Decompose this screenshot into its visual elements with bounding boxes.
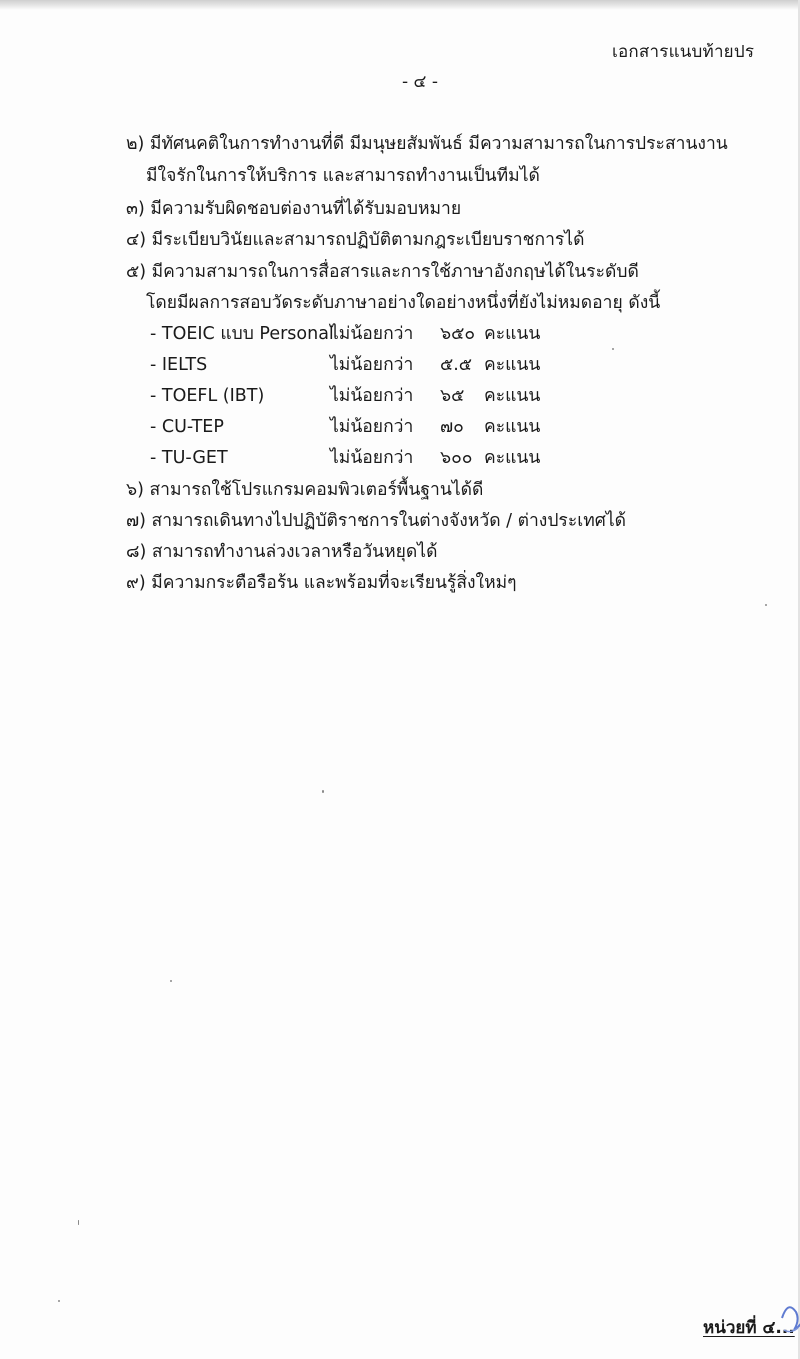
list-item-6: ๖) สามารถใช้โปรแกรมคอมพิวเตอร์พื้นฐานได้ดี: [126, 480, 484, 500]
scan-speck: [322, 790, 324, 793]
minimum-label: ไม่น้อยกว่า: [330, 417, 414, 437]
list-item-5: ๕) มีความสามารถในการสื่อสารและการใช้ภาษาอังกฤษได้ในระดับดี: [126, 262, 639, 282]
list-item-4: ๔) มีระเบียบวินัยและสามารถปฏิบัติตามกฎระเบียบราชการได้: [126, 230, 585, 250]
score-value: ๕.๕: [440, 355, 473, 375]
minimum-label: ไม่น้อยกว่า: [330, 386, 414, 406]
scan-edge-top: [0, 0, 800, 10]
score-unit: คะแนน: [484, 324, 541, 344]
score-value: ๖๕: [440, 386, 465, 406]
page-number: - ๔ -: [402, 72, 438, 92]
score-value: ๖๐๐: [440, 448, 473, 468]
test-name: - TU-GET: [150, 448, 228, 468]
list-item-9: ๙) มีความกระตือรือร้น และพร้อมที่จะเรียนรู้สิ่งใหม่ๆ: [126, 573, 517, 593]
initials-mark-icon: [780, 1290, 800, 1350]
score-value: ๖๕๐: [440, 324, 476, 344]
score-row-toeic: [150, 322, 580, 346]
list-item-3: ๓) มีความรับผิดชอบต่องานที่ได้รับมอบหมาย: [126, 199, 462, 219]
list-item-5-continued: โดยมีผลการสอบวัดระดับภาษาอย่างใดอย่างหนึ่งที่ยังไม่หมดอายุ ดังนี้: [146, 293, 661, 313]
test-name: - IELTS: [150, 355, 208, 375]
next-page-continuation: หน่วยที่ ๔...: [703, 1318, 795, 1338]
score-unit: คะแนน: [484, 355, 541, 375]
score-unit: คะแนน: [484, 386, 541, 406]
score-row-cu-tep: [150, 415, 580, 439]
list-item-8: ๘) สามารถทำงานล่วงเวลาหรือวันหยุดได้: [126, 542, 438, 562]
list-item-2: ๒) มีทัศนคติในการทำงานที่ดี มีมนุษยสัมพันธ์ มีความสามารถในการประสานงาน: [126, 134, 728, 154]
scan-speck: [58, 1300, 60, 1302]
test-name: - CU-TEP: [150, 417, 224, 437]
list-item-2-continued: มีใจรักในการให้บริการ และสามารถทำงานเป็นทีมได้: [146, 166, 540, 186]
test-name: - TOEFL (IBT): [150, 386, 265, 406]
minimum-label: ไม่น้อยกว่า: [330, 355, 414, 375]
minimum-label: ไม่น้อยกว่า: [330, 324, 414, 344]
score-row-ielts: [150, 353, 580, 377]
score-value: ๗๐: [440, 417, 464, 437]
score-row-tu-get: [150, 446, 580, 470]
minimum-label: ไม่น้อยกว่า: [330, 448, 414, 468]
test-name: - TOEIC แบบ Personal: [150, 324, 334, 344]
scan-speck: [78, 1220, 79, 1225]
scan-speck: [170, 980, 172, 982]
score-row-toefl: [150, 384, 580, 408]
score-unit: คะแนน: [484, 448, 541, 468]
scan-speck: [612, 348, 614, 350]
scan-speck: [765, 604, 767, 606]
score-unit: คะแนน: [484, 417, 541, 437]
header-attachment-note: เอกสารแนบท้ายปร: [612, 42, 755, 62]
list-item-7: ๗) สามารถเดินทางไปปฏิบัติราชการในต่างจังหวัด / ต่างประเทศได้: [126, 511, 627, 531]
